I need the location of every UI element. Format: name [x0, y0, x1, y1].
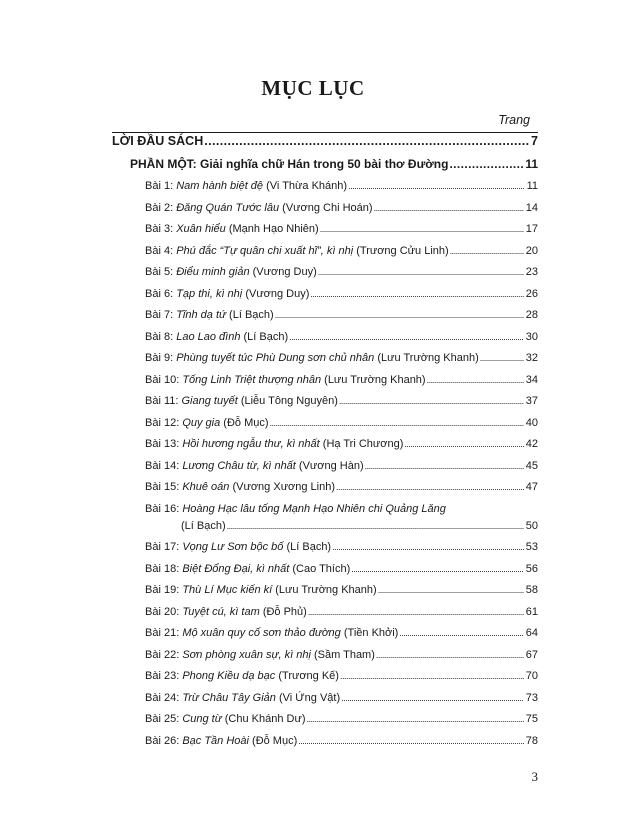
poem-title: Thù Lí Mục kiến kí: [182, 584, 273, 596]
poem-number: Bài 12:: [145, 416, 180, 429]
dot-leader: [427, 374, 524, 386]
dot-leader: [307, 713, 524, 725]
poem-author: (Vi Ứng Vật): [278, 691, 341, 704]
poem-title: Mộ xuân quy cố sơn thảo đường: [182, 627, 341, 639]
poem-title: Phú đắc “Tự quân chi xuất hĩ”, kì nhị: [176, 244, 354, 257]
toc-page-number: 67: [525, 648, 538, 661]
poem-title: Biệt Đổng Đại, kì nhất: [182, 562, 290, 575]
poem-number: Bài 8:: [145, 330, 174, 343]
dot-leader: [378, 584, 524, 596]
poem-title: Hoàng Hạc lâu tống Mạnh Hạo Nhiên chi Quảng Lăng: [182, 502, 446, 515]
poem-number: Bài 26:: [145, 734, 180, 747]
toc-page-number: 75: [525, 713, 538, 725]
poem-number: Bài 25:: [145, 713, 180, 725]
toc-page-number: 61: [525, 605, 538, 618]
toc-page-number: 20: [525, 244, 538, 257]
poem-author: (Vương Duy): [252, 266, 317, 278]
dot-leader: [404, 438, 523, 450]
poem-number: Bài 7:: [145, 309, 174, 321]
toc-page-number: 11: [526, 180, 538, 192]
poem-author: (Vương Xương Linh): [232, 481, 336, 493]
dot-leader: [351, 563, 523, 575]
toc-entry-poem[interactable]: [145, 563, 538, 575]
poem-author: (Lưu Trường Khanh): [377, 352, 479, 364]
poem-author: (Đỗ Phủ): [262, 605, 307, 618]
poem-title: Phùng tuyết túc Phù Dung sơn chủ nhân: [176, 352, 375, 364]
dot-leader: [341, 692, 524, 704]
toc-entry-poem[interactable]: [145, 627, 538, 639]
poem-author: (Vương Duy): [245, 287, 310, 300]
dot-leader: [339, 395, 524, 407]
poem-author: (Cao Thích): [292, 562, 351, 575]
poem-title: Quy gia: [182, 416, 221, 429]
poem-author: (Trương Kế): [278, 670, 339, 682]
toc-entry-poem[interactable]: [145, 223, 538, 235]
dot-leader: [227, 520, 524, 532]
toc-entry-poem[interactable]: [145, 309, 538, 321]
dot-leader: [310, 288, 523, 300]
toc-page-number: 42: [525, 438, 538, 450]
dot-leader: [376, 649, 524, 661]
toc-page-number: 28: [525, 309, 538, 321]
poem-title: Điểu minh giản: [176, 266, 250, 278]
toc-page-number: 50: [525, 519, 538, 532]
toc-entry-poem[interactable]: [145, 180, 538, 192]
toc-page-number: 40: [525, 416, 538, 429]
poem-title: Đăng Quán Tước lâu: [176, 201, 280, 214]
dot-leader: [320, 223, 524, 235]
poem-author: (Chu Khánh Dư): [224, 713, 306, 725]
poem-title: Khuê oán: [182, 481, 230, 493]
poem-number: Bài 1:: [145, 180, 174, 192]
toc-entry-poem-line1[interactable]: [145, 503, 538, 515]
poem-number: Bài 2:: [145, 201, 174, 214]
toc-page-number: 47: [525, 481, 538, 493]
dot-leader: [374, 202, 524, 214]
toc-entry-poem[interactable]: [145, 584, 538, 596]
toc-page-number: 78: [525, 734, 538, 747]
poem-number: Bài 18:: [145, 562, 180, 575]
poem-number: Bài 20:: [145, 605, 180, 618]
poem-number: Bài 9:: [145, 352, 174, 364]
poem-number: Bài 15:: [145, 481, 180, 493]
toc-entry-poem[interactable]: [181, 520, 538, 532]
dot-leader: [340, 670, 524, 682]
poem-number: Bài 10:: [145, 373, 180, 386]
poem-author: (Tiền Khởi): [343, 627, 399, 639]
header-rule: [112, 132, 538, 133]
poem-title: Nam hành biệt đệ: [176, 180, 264, 192]
dot-leader: [365, 460, 524, 472]
poem-title: Trừ Châu Tây Giản: [182, 691, 276, 704]
toc-page-number: 53: [525, 541, 538, 553]
poem-title: Tống Linh Triệt thượng nhân: [182, 373, 322, 386]
poem-author: (Hạ Tri Chương): [322, 438, 404, 450]
toc-entry-poem[interactable]: [145, 541, 538, 553]
toc-page-number: 14: [525, 201, 538, 214]
toc-page-number: 26: [525, 287, 538, 300]
dot-leader: [298, 735, 523, 747]
toc-page-number: 45: [525, 459, 538, 472]
poem-author: (Mạnh Hạo Nhiên): [228, 223, 319, 235]
poem-title: Vọng Lư Sơn bộc bố: [182, 541, 284, 553]
poem-number: Bài 13:: [145, 438, 180, 450]
poem-title: Hồi hương ngẫu thư, kì nhất: [182, 438, 320, 450]
poem-author: (Lí Bạch): [181, 519, 226, 532]
dot-leader: [399, 627, 523, 639]
dot-leader: [270, 417, 524, 429]
poem-author: (Lí Bạch): [286, 541, 332, 553]
toc-page-number: 17: [525, 223, 538, 235]
toc-entry-poem[interactable]: [145, 202, 538, 214]
poem-title: Giang tuyết: [181, 395, 238, 407]
toc-page-number: 11: [525, 157, 538, 171]
toc-page-number: 37: [525, 395, 538, 407]
dot-leader: [332, 541, 524, 553]
page-title: MỤC LỤC: [261, 76, 365, 100]
poem-title: Phong Kiều dạ bạc: [182, 670, 276, 682]
toc-entry-poem[interactable]: [145, 481, 538, 493]
poem-title: Tuyệt cú, kì tam: [182, 605, 260, 618]
toc-page-number: 32: [525, 352, 538, 364]
toc-entry-poem[interactable]: [145, 606, 538, 618]
poem-title: Tĩnh dạ tứ: [176, 309, 226, 321]
toc-page-number: 7: [531, 134, 538, 148]
toc-page-number: 56: [525, 562, 538, 575]
toc-entry-poem[interactable]: [145, 713, 538, 725]
dot-leader: [450, 245, 524, 257]
poem-number: Bài 17:: [145, 541, 180, 553]
poem-author: (Lưu Trường Khanh): [324, 373, 426, 386]
toc-entry-poem[interactable]: [145, 288, 538, 300]
poem-number: Bài 11:: [145, 395, 179, 407]
page-column-label: Trang: [498, 113, 530, 127]
toc-page-number: 23: [525, 266, 538, 278]
page-number-footer: 3: [531, 769, 538, 784]
toc-entry-poem[interactable]: [145, 735, 538, 747]
poem-title: Cung từ: [182, 713, 222, 725]
toc-entry-poem[interactable]: [145, 245, 538, 257]
dot-leader: [308, 606, 524, 618]
toc-entry-foreword[interactable]: [112, 134, 538, 148]
toc-entry-poem[interactable]: [145, 649, 538, 661]
dot-leader: [204, 134, 529, 148]
dot-leader: [336, 481, 524, 493]
dot-leader: [275, 309, 524, 321]
poem-number: Bài 23:: [145, 670, 180, 682]
poem-title: Lao Lao đình: [176, 330, 241, 343]
toc-page-number: 64: [525, 627, 538, 639]
dot-leader: [449, 157, 523, 171]
poem-author: (Vương Hàn): [298, 459, 364, 472]
poem-number: Bài 16:: [145, 502, 180, 515]
poem-title: Lương Châu từ, kì nhất: [182, 459, 296, 472]
poem-title: Bạc Tần Hoài: [182, 734, 249, 747]
toc-page-number: 58: [525, 584, 538, 596]
poem-number: Bài 3:: [145, 223, 174, 235]
poem-author: (Sầm Tham): [313, 648, 375, 661]
poem-number: Bài 5:: [145, 266, 174, 278]
toc-page-number: 30: [525, 330, 538, 343]
poem-title: Tạp thi, kì nhị: [176, 287, 243, 300]
toc-entry-poem[interactable]: [145, 352, 538, 364]
toc-entry-poem[interactable]: [145, 438, 538, 450]
poem-number: Bài 6:: [145, 287, 174, 300]
toc-page-number: 34: [525, 373, 538, 386]
poem-author: (Đỗ Mục): [223, 416, 269, 429]
poem-author: (Vương Chi Hoán): [282, 201, 373, 214]
toc-entry-poem[interactable]: [145, 395, 538, 407]
toc-page-number: 73: [525, 691, 538, 704]
dot-leader: [289, 331, 524, 343]
poem-author: (Lưu Trường Khanh): [275, 584, 377, 596]
toc-entry-label: PHẦN MỘT: Giải nghĩa chữ Hán trong 50 bài thơ Đường: [130, 157, 449, 171]
toc-entry-poem[interactable]: [145, 692, 538, 704]
toc-entry-label: LỜI ĐẦU SÁCH: [112, 134, 204, 148]
poem-number: Bài 14:: [145, 459, 180, 472]
dot-leader: [348, 180, 525, 192]
poem-author: (Liễu Tông Nguyên): [240, 395, 338, 407]
poem-number: Bài 24:: [145, 691, 180, 704]
poem-title: Sơn phòng xuân sự, kì nhị: [182, 648, 311, 661]
toc-page-number: 70: [525, 670, 538, 682]
poem-number: Bài 21:: [145, 627, 180, 639]
toc-entry-poem[interactable]: [145, 331, 538, 343]
toc-entry-poem[interactable]: [145, 460, 538, 472]
dot-leader: [480, 352, 524, 364]
toc-entry-poem[interactable]: [145, 266, 538, 278]
dot-leader: [318, 266, 524, 278]
poem-author: (Đỗ Mục): [252, 734, 298, 747]
poem-author: (Vi Thừa Khánh): [266, 180, 348, 192]
poem-title: Xuân hiểu: [176, 223, 226, 235]
toc-entry-part-one[interactable]: [130, 157, 538, 171]
toc-entry-poem[interactable]: [145, 670, 538, 682]
poem-number: Bài 4:: [145, 244, 174, 257]
toc-entry-poem[interactable]: [145, 374, 538, 386]
toc-entry-poem[interactable]: [145, 417, 538, 429]
poem-author: (Lí Bạch): [243, 330, 289, 343]
poem-author: (Lí Bạch): [229, 309, 274, 321]
poem-number: Bài 19:: [145, 584, 180, 596]
poem-number: Bài 22:: [145, 648, 180, 661]
poem-author: (Trương Cửu Linh): [356, 244, 449, 257]
